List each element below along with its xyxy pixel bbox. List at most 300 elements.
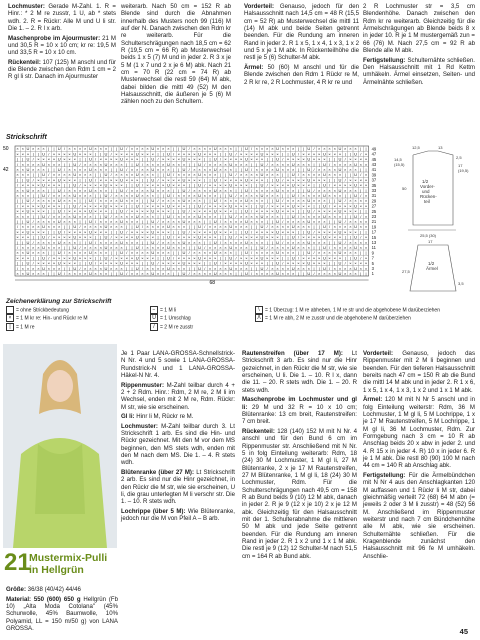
chart-cell-symbol: U (276, 208, 280, 214)
chart-cell-symbol: × (136, 250, 139, 256)
chart-cell-symbol: U (73, 265, 77, 271)
chart-cell-symbol: × (42, 271, 45, 276)
chart-cell-symbol: / (235, 255, 237, 261)
chart-cell-symbol: × (32, 187, 35, 193)
chart-cell-symbol: / (282, 198, 284, 204)
chart-cell-symbol: × (266, 167, 269, 172)
chart-cell-symbol: × (193, 219, 196, 224)
chart-cell-symbol: | (32, 151, 34, 157)
paragraph-text: 2 R Lochmuster str = 3,5 cm Blendenhöhe. Danach zwischen den Rdm kr re weiterarb. Gleichzeitig für die Ärmelschrägungen ab Blende beids 8 x in jeder 10. R je 1 M mustergemäß zun = 66 (76) M. Nach 27,5 cm = 92 R ab Blende alle M abk. (363, 3, 475, 55)
chart-cell-symbol: | (188, 224, 190, 230)
chart-cell-symbol: × (286, 229, 290, 235)
chart-cell-symbol: × (292, 229, 295, 235)
chart-cell-symbol: | (173, 146, 175, 152)
chart-cell-symbol: × (240, 260, 243, 266)
chart-cell-symbol: × (78, 213, 82, 219)
chart-cell-symbol: U (26, 187, 30, 193)
key-item (6, 314, 88, 322)
chart-cell-symbol: × (203, 234, 206, 240)
chart-cell-symbol: | (235, 146, 237, 152)
chart-cell-symbol: U (135, 245, 139, 250)
chart-cell-symbol: × (167, 208, 170, 214)
paragraph-text: Lt Strickschrift 2 arb. Es sind nur die Hinr gezeichnet, in den Rückr die M str, wie sie erscheinen, U li, die grau unterlegten M li verschr str. Die 1. – 10. R stets wdh. (121, 468, 235, 506)
chart-cell-symbol: × (182, 265, 186, 271)
chart-cell-symbol: | (115, 146, 117, 152)
chart-cell-symbol: × (136, 146, 139, 152)
chart-cell-symbol: U (260, 255, 264, 261)
chart-cell-symbol: × (193, 229, 196, 235)
chart-cell-symbol: × (188, 213, 191, 219)
chart-cell-symbol: × (203, 187, 206, 193)
key-text: = 1 Überzug: 1 M re abheben, 1 M re str und die abgehobene M darüberziehen (265, 307, 440, 314)
chart-cell-symbol: × (89, 151, 92, 157)
chart-cell-symbol: × (146, 203, 149, 209)
chart-cell-symbol: × (354, 271, 357, 276)
chart-cell-symbol: | (157, 151, 159, 157)
chart-cell-symbol: × (364, 198, 368, 204)
key-symbol-icon: − (150, 306, 158, 314)
chart-cell-symbol: | (17, 260, 19, 266)
chart-cell-symbol: | (334, 260, 336, 266)
chart-cell-symbol: × (198, 219, 201, 224)
chart-cell-symbol: × (333, 167, 336, 172)
chart-cell-symbol: × (63, 177, 66, 183)
chart-cell-symbol: × (156, 187, 160, 193)
chart-cell-symbol: | (225, 255, 227, 261)
chart-cell-symbol: × (110, 156, 113, 162)
chart-cell-symbol: U (135, 161, 139, 167)
chart-cell-symbol: × (203, 250, 206, 256)
chart-cell-symbol: × (37, 208, 40, 214)
chart-cell-symbol: × (125, 193, 128, 198)
chart-cell-symbol: U (244, 260, 248, 266)
chart-cell-symbol: × (162, 198, 165, 204)
chart-cell-symbol: | (79, 219, 81, 224)
chart-cell-symbol: U (182, 198, 186, 204)
chart-cell-symbol: U (88, 239, 92, 245)
paragraph-lead: Lochmuster: (8, 3, 45, 10)
chart-cell-symbol: U (120, 167, 124, 172)
chart-cell-symbol: | (69, 161, 71, 167)
chart-cell-symbol: / (235, 172, 237, 178)
chart-cell-symbol: × (63, 172, 66, 178)
paragraph (121, 350, 235, 379)
chart-cell-symbol: / (110, 151, 112, 157)
chart-cell-symbol: | (173, 271, 175, 276)
chart-cell-symbol: × (255, 213, 258, 219)
chart-cell-symbol: × (271, 234, 274, 240)
chart-row-number: 21 (371, 219, 377, 225)
chart-cell-symbol: × (281, 265, 284, 271)
page-number: 45 (459, 627, 468, 636)
chart-cell-symbol: × (312, 198, 316, 204)
chart-cell-symbol: U (151, 260, 155, 266)
chart-cell-symbol: × (94, 161, 97, 167)
chart-cell-symbol: U (354, 245, 358, 250)
chart-cell-symbol: × (240, 172, 243, 178)
chart-cell-symbol: | (282, 234, 284, 240)
chart-cell-symbol: U (276, 260, 280, 266)
chart-cell-symbol: × (260, 219, 264, 224)
chart-cell-symbol: × (37, 203, 40, 209)
chart-cell-symbol: × (208, 161, 212, 167)
chart-cell-symbol: × (219, 224, 222, 230)
chart-cell-symbol: × (312, 255, 316, 261)
chart-cell-symbol: / (282, 260, 284, 266)
chart-cell-symbol: × (203, 167, 206, 172)
chart-cell-symbol: × (318, 193, 321, 198)
chart-key-title: Zeichenerklärung zur Strickschrift (6, 298, 112, 305)
chart-cell-symbol: × (162, 245, 165, 250)
chart-cell-symbol: × (42, 198, 45, 204)
chart-cell-symbol: × (115, 198, 118, 204)
chart-cell-symbol: × (260, 198, 264, 204)
chart-cell-symbol: U (213, 146, 217, 152)
chart-cell-symbol: × (359, 203, 362, 209)
chart-cell-symbol: | (157, 234, 159, 240)
chart-cell-symbol: / (251, 146, 253, 152)
chart-cell-symbol: U (104, 193, 108, 198)
chart-cell-symbol: | (225, 172, 227, 178)
chart-cell-symbol: / (32, 198, 34, 204)
chart-cell-symbol: / (141, 203, 143, 209)
chart-cell-symbol: × (349, 239, 352, 245)
chart-cell-symbol: × (323, 229, 326, 235)
chart-cell-symbol: × (26, 224, 30, 230)
chart-cell-symbol: × (73, 250, 76, 256)
chart-cell-symbol: × (167, 229, 170, 235)
chart-cell-symbol: U (57, 187, 61, 193)
chart-cell-symbol: / (63, 187, 65, 193)
chart-cell-symbol: × (255, 187, 258, 193)
chart-cell-symbol: U (213, 229, 217, 235)
chart-cell-symbol: U (213, 198, 217, 204)
chart-cell-symbol: U (198, 172, 202, 178)
chart-cell-symbol: × (323, 239, 326, 245)
chart-cell-symbol: U (198, 265, 202, 271)
chart-cell-symbol: × (162, 250, 165, 256)
chart-cell-symbol: × (42, 229, 45, 235)
chart-cell-symbol: × (302, 265, 305, 271)
chart-cell-symbol: U (354, 213, 358, 219)
paragraph-text: 50 (60) M anschl und für die Blende zwischen den Rdm 1 Rückr re M, 2 R kr re, 2 R Lochmuster, 4 R kr re und (244, 63, 359, 86)
chart-cell-symbol: × (99, 229, 102, 235)
chart-cell-symbol: | (360, 167, 362, 172)
chart-cell-symbol: | (126, 182, 128, 188)
chart-cell-symbol: × (349, 229, 352, 235)
chart-cell-symbol: U (182, 239, 186, 245)
chart-cell-symbol: × (177, 213, 180, 219)
chart-cell-symbol: × (52, 182, 56, 188)
chart-cell-symbol: × (234, 219, 238, 224)
chart-cell-symbol: × (21, 224, 24, 230)
chart-cell-symbol: × (354, 229, 357, 235)
chart-cell-symbol: | (303, 250, 305, 256)
chart-cell-symbol: U (120, 260, 124, 266)
chart-cell-symbol: U (213, 187, 217, 193)
chart-cell-symbol: U (260, 224, 264, 230)
chart-cell-symbol: × (344, 224, 347, 230)
chart-cell-symbol: × (219, 265, 222, 271)
chart-cell-symbol: × (104, 260, 108, 266)
chart-cell-symbol: / (63, 271, 65, 276)
chart-cell-symbol: U (198, 245, 202, 250)
chart-cell-symbol: | (32, 172, 34, 178)
chart-cell-symbol: × (250, 239, 253, 245)
chart-cell-symbol: × (208, 234, 212, 240)
chart-cell-symbol: × (141, 167, 144, 172)
chart-cell-symbol: × (240, 224, 243, 230)
chart-cell-symbol: × (94, 245, 97, 250)
chart-cell-symbol: | (334, 239, 336, 245)
chart-cell-symbol: | (287, 193, 289, 198)
chart-cell-symbol: | (271, 177, 273, 183)
chart-cell-symbol: × (146, 193, 149, 198)
chart-cell-symbol: × (292, 208, 295, 214)
chart-cell-symbol: × (37, 187, 40, 193)
chart-cell-symbol: × (286, 198, 290, 204)
chart-label-50: 50 (3, 146, 9, 152)
chart-cell-symbol: × (286, 250, 290, 256)
chart-cell-symbol: × (151, 151, 154, 157)
chart-cell-symbol: × (260, 177, 264, 183)
chart-cell-symbol: × (240, 219, 243, 224)
chart-cell-symbol: | (271, 239, 273, 245)
chart-cell-symbol: × (115, 239, 118, 245)
chart-cell-symbol: × (245, 203, 248, 209)
chart-cell-symbol: × (328, 146, 331, 152)
chart-cell-symbol: U (151, 271, 155, 276)
chart-cell-symbol: × (32, 161, 35, 167)
key-text: = 1 Umschlag (160, 315, 191, 322)
chart-cell-symbol: × (37, 260, 40, 266)
chart-cell-symbol: × (141, 187, 144, 193)
chart-cell-symbol: × (333, 213, 336, 219)
chart-cell-symbol: U (244, 146, 248, 152)
chart-cell-symbol: | (84, 260, 86, 266)
chart-cell-symbol: × (21, 265, 24, 271)
chart-cell-symbol: U (291, 182, 295, 188)
chart-cell-symbol: × (94, 224, 97, 230)
chart-cell-symbol: | (344, 193, 346, 198)
key-text: = ohne Strickbedeutung (16, 307, 69, 314)
chart-cell-symbol: × (193, 151, 196, 157)
chart-cell-symbol: × (52, 219, 56, 224)
chart-cell-symbol: × (302, 239, 305, 245)
chart-cell-symbol: / (188, 187, 190, 193)
chart-cell-symbol: / (266, 161, 268, 167)
chart-cell-symbol: × (47, 198, 50, 204)
key-item (150, 314, 193, 322)
chart-cell-symbol: × (16, 172, 19, 178)
chart-cell-symbol: × (292, 198, 295, 204)
chart-cell-symbol: / (360, 172, 362, 178)
chart-cell-symbol: | (126, 224, 128, 230)
chart-cell-symbol: × (172, 177, 175, 183)
chart-cell-symbol: × (302, 198, 305, 204)
chart-cell-symbol: | (63, 265, 65, 271)
chart-cell-symbol: / (235, 151, 237, 157)
chart-cell-symbol: × (255, 156, 258, 162)
chart-cell-symbol: × (328, 250, 331, 256)
chart-cell-symbol: / (313, 250, 315, 256)
chart-cell-symbol: U (338, 156, 342, 162)
chart-cell-symbol: × (276, 255, 279, 261)
chart-cell-symbol: | (209, 239, 211, 245)
chart-cell-symbol: × (99, 161, 102, 167)
chart-cell-symbol: / (204, 182, 206, 188)
chart-cell-symbol: | (334, 198, 336, 204)
chart-cell-symbol: × (312, 151, 316, 157)
chart-cell-symbol: U (42, 234, 46, 240)
chart-cell-symbol: × (42, 239, 45, 245)
garment-schematics (394, 145, 478, 295)
chart-cell-symbol: × (214, 203, 217, 209)
chart-cell-symbol: × (281, 245, 284, 250)
chart-cell-symbol: U (151, 177, 155, 183)
key-symbol-icon: \ (255, 306, 263, 314)
chart-cell-symbol: | (193, 182, 195, 188)
chart-cell-symbol: × (198, 250, 201, 256)
chart-cell-symbol: × (177, 245, 180, 250)
chart-cell-symbol: | (147, 239, 149, 245)
chart-cell-symbol: × (307, 161, 310, 167)
chart-cell-symbol: | (22, 198, 24, 204)
model-title-line1: Mustermix-Pulli (29, 552, 108, 564)
chart-cell-symbol: U (198, 182, 202, 188)
chart-cell-symbol: × (156, 146, 160, 152)
chart-cell-symbol: × (349, 146, 352, 152)
chart-cell-symbol: × (151, 255, 154, 261)
chart-cell-symbol: × (219, 208, 222, 214)
chart-cell-symbol: × (302, 151, 305, 157)
chart-cell-symbol: × (219, 182, 222, 188)
chart-cell-symbol: × (182, 224, 186, 230)
chart-cell-symbol: | (100, 193, 102, 198)
chart-cell-symbol: × (89, 265, 92, 271)
chart-cell-symbol: × (333, 245, 336, 250)
chart-cell-symbol: × (94, 182, 97, 188)
chart-cell-symbol: | (178, 208, 180, 214)
chart-cell-symbol: × (364, 213, 368, 219)
chart-cell-symbol: U (182, 167, 186, 172)
chart-cell-symbol: × (349, 198, 352, 204)
chart-cell-symbol: × (104, 239, 108, 245)
chart-cell-symbol: × (162, 271, 165, 276)
chart-cell-symbol: | (349, 234, 351, 240)
chart-cell-symbol: U (338, 250, 342, 256)
chart-cell-symbol: × (359, 198, 362, 204)
chart-cell-symbol: × (354, 198, 357, 204)
chart-cell-symbol: × (292, 250, 295, 256)
chart-cell-symbol: × (266, 250, 269, 256)
chart-cell-symbol: × (297, 156, 300, 162)
chart-cell-symbol: U (73, 161, 77, 167)
chart-cell-symbol: × (219, 161, 222, 167)
chart-key-column-3 (255, 306, 440, 323)
chart-cell-symbol: / (63, 146, 65, 152)
chart-cell-symbol: | (115, 271, 117, 276)
chart-cell-symbol: / (204, 224, 206, 230)
pattern1-column-1 (8, 3, 116, 83)
chart-cell-symbol: × (52, 234, 56, 240)
chart-cell-symbol: × (312, 260, 316, 266)
chart-cell-symbol: | (318, 161, 320, 167)
chart-cell-symbol: U (322, 224, 326, 230)
chart-cell-symbol: / (313, 271, 315, 276)
chart-cell-symbol: × (177, 234, 180, 240)
chart-cell-symbol: / (17, 203, 19, 209)
chart-cell-symbol: × (255, 193, 258, 198)
chart-cell-symbol: / (204, 245, 206, 250)
chart-cell-symbol: × (162, 208, 165, 214)
chart-cell-symbol: × (177, 224, 180, 230)
chart-cell-symbol: × (234, 265, 238, 271)
chart-cell-symbol: × (219, 167, 222, 172)
paragraph (6, 596, 118, 633)
chart-cell-symbol: × (255, 255, 258, 261)
chart-cell-symbol: × (302, 203, 305, 209)
chart-cell-symbol: × (130, 151, 134, 157)
chart-cell-symbol: U (354, 151, 358, 157)
chart-cell-symbol: U (307, 146, 311, 152)
chart-cell-symbol: / (360, 193, 362, 198)
chart-cell-symbol: × (115, 213, 118, 219)
chart-cell-symbol: × (234, 177, 238, 183)
chart-cell-symbol: | (131, 265, 133, 271)
chart-cell-symbol: × (78, 193, 82, 198)
key-text: = 1 M re (16, 323, 35, 330)
body-side-measure-3: (15,5) (394, 162, 405, 167)
chart-cell-symbol: × (115, 245, 118, 250)
chart-cell-symbol: × (115, 182, 118, 188)
chart-cell-symbol: × (68, 234, 71, 240)
chart-cell-symbol: × (349, 167, 352, 172)
chart-cell-symbol: U (276, 167, 280, 172)
chart-cell-symbol: × (338, 172, 342, 178)
chart-cell-symbol: × (214, 224, 217, 230)
chart-cell-symbol: × (151, 161, 154, 167)
model-sizes-column (6, 586, 118, 634)
chart-cell-symbol: U (276, 177, 280, 183)
chart-cell-symbol: / (157, 260, 159, 266)
chart-cell-symbol: × (99, 224, 102, 230)
chart-cell-symbol: × (99, 156, 102, 162)
chart-cell-symbol: U (104, 172, 108, 178)
chart-cell-symbol: | (297, 146, 299, 152)
chart-cell-symbol: U (307, 239, 311, 245)
chart-cell-symbol: U (166, 265, 170, 271)
chart-cell-symbol: × (234, 182, 238, 188)
chart-cell-symbol: | (204, 219, 206, 224)
chart-cell-symbol: | (173, 187, 175, 193)
paragraph-text: Hellgrün (Fb 10) „Alta Moda Cotolana" (45% Schurwolle, 45% Baumwolle, 10% Polyamid, LL = 150 m/50 g) von LANA GROSSA. (6, 595, 118, 632)
chart-cell-symbol: × (302, 182, 305, 188)
chart-cell-symbol: × (255, 229, 258, 235)
chart-cell-symbol: | (344, 172, 346, 178)
chart-cell-symbol: U (198, 255, 202, 261)
chart-cell-symbol: × (182, 203, 186, 209)
sleeve-measure-1: 17 (428, 239, 433, 244)
chart-cell-symbol: U (307, 271, 311, 276)
chart-cell-symbol: × (162, 260, 165, 266)
chart-cell-symbol: × (354, 250, 357, 256)
chart-cell-symbol: × (349, 224, 352, 230)
chart-cell-symbol: × (271, 245, 274, 250)
chart-cell-symbol: × (214, 182, 217, 188)
chart-cell-symbol: × (68, 260, 71, 266)
chart-cell-symbol: | (251, 161, 253, 167)
